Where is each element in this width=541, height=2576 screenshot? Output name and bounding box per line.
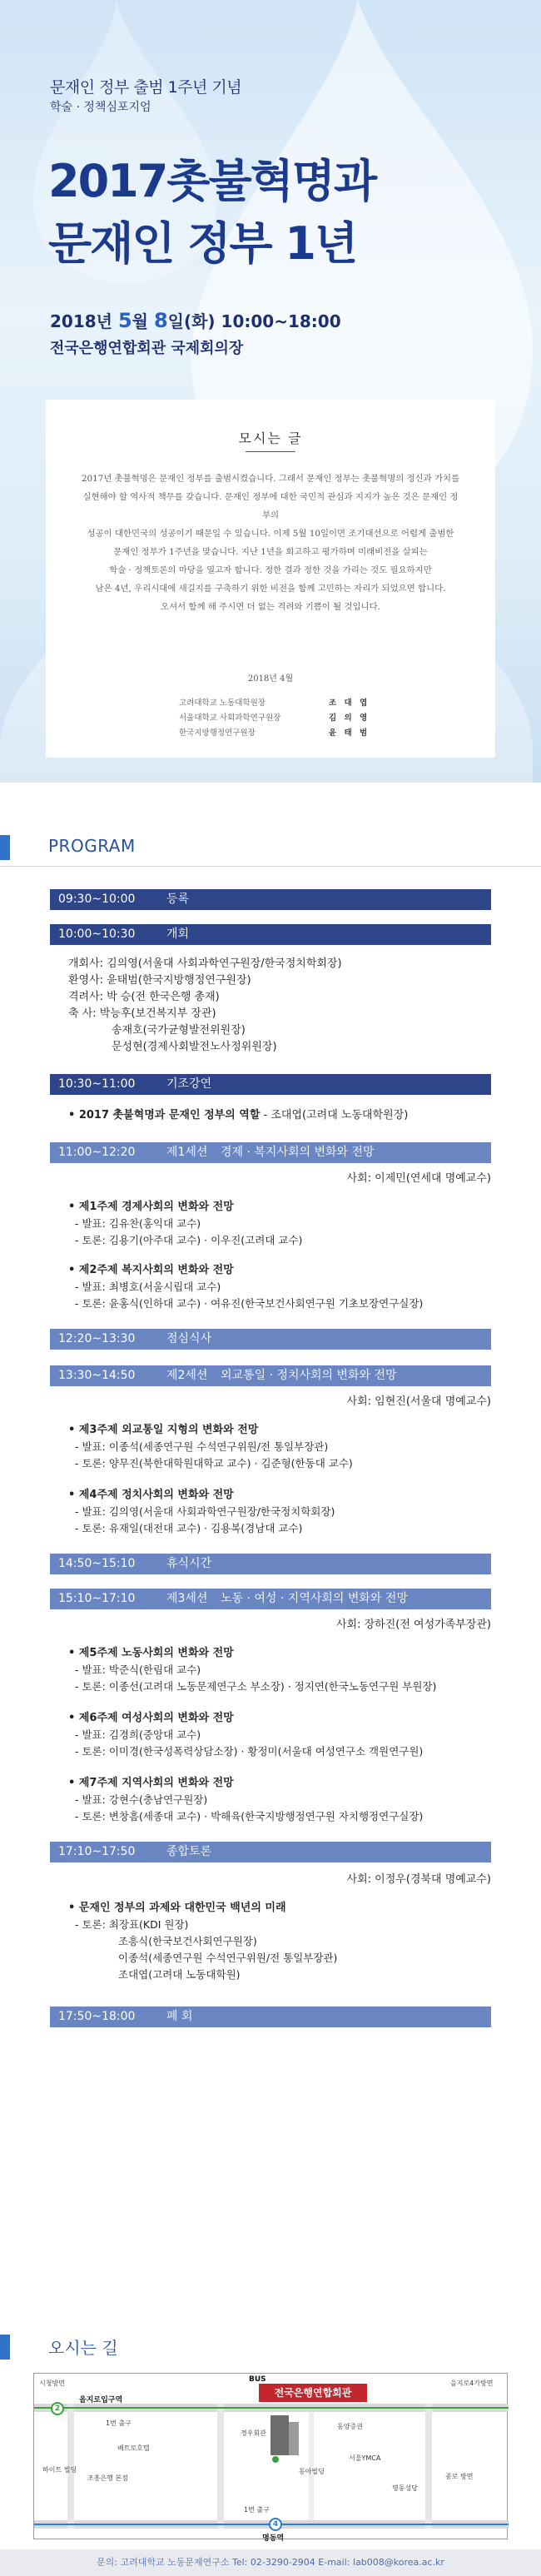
session-header: 12:20~13:30 점심식사 — [50, 1329, 491, 1350]
opening-line: 송재호(국가균형발전위원장) — [112, 1024, 246, 1037]
topic-line: - 토론: 김용기(아주대 교수) · 이우진(고려대 교수) — [75, 1234, 303, 1246]
session-chair: 사회: 이제민(연세대 명예교수) — [346, 1172, 491, 1185]
program-heading: PROGRAM — [48, 836, 136, 856]
topic-line: - 토론: 변창흠(세종대 교수) · 박해육(한국지방행정연구원 자치행정연구실장) — [75, 1810, 424, 1823]
opening-line: 문성현(경제사회발전노사정위원장) — [112, 1041, 277, 1053]
invitation-title: 모시는 글 — [238, 430, 303, 446]
session-header: 10:00~10:30 개회 — [50, 924, 491, 945]
map-label: 조흥은행 본점 — [87, 2474, 128, 2482]
signature-row: 한국지방행정연구원장 윤 태 범 — [179, 729, 370, 738]
topic-line: - 발표: 최병호(서울시립대 교수) — [75, 1281, 221, 1293]
map-label: 명동성당 — [392, 2484, 418, 2492]
opening-line: 개회사: 김의영(서울대 사회과학연구원장/한국정치학회장) — [68, 957, 342, 970]
session-chair: 사회: 장하진(전 여성가족부장관) — [335, 1619, 491, 1631]
topic-title: • 제7주제 지역사회의 변화와 전망 — [68, 1777, 234, 1789]
final-line: 조흥식(한국보건사회연구원장) — [118, 1935, 257, 1947]
divider — [0, 866, 541, 867]
session-chair: 사회: 이정우(경북대 명예교수) — [346, 1873, 491, 1886]
topic-line: - 토론: 이종선(고려대 노동문제연구소 부소장) · 정지연(한국노동연구원 부원장) — [75, 1680, 437, 1693]
session-header: 17:10~17:50 종합토론 — [50, 1842, 491, 1862]
session-header: 15:10~17:10 제3세션 노동 · 여성 · 지역사회의 변화와 전망 — [50, 1589, 491, 1609]
program-accent-bar — [0, 835, 10, 860]
topic-line: - 발표: 김경희(중앙대 교수) — [75, 1728, 201, 1741]
map-label: 서울YMCA — [349, 2454, 381, 2462]
session-chair: 사회: 임현진(서울대 명예교수) — [346, 1395, 491, 1408]
map-label: 배트로호텔 — [117, 2444, 150, 2452]
session-header: 13:30~14:50 제2세션 외교통일 · 정치사회의 변화와 전망 — [50, 1365, 491, 1386]
map-label: 을지로입구역 — [79, 2396, 123, 2404]
topic-line: - 발표: 김의영(서울대 사회과학연구원장/한국정치학회장) — [75, 1505, 335, 1518]
map-label: 동양증권 — [337, 2423, 363, 2430]
invitation-body: 2017년 촛불혁명은 문재인 정부를 출범시켰습니다. 그래서 문재인 정부는 촛불혁명의 정신과 가치를 실현해야 할 역사적 책무를 갖습니다. 문재인 정부에 대한 국민적 관심과 지지가 높은 것은 문재인 정부의 성공이 대한민국의 성공이기 때문일 수 있습니다. 이제 5월 10일이면 조기대선으로 어렵게 출범한 문재인 정부가 1주년을 맞습니다. 지난 1년을 회고하고 평가하며 미래비전을 살피는 학술 · 정책토론의 마당을 열고자 합니다. 정한 결과 정한 것을 가리는 것도 필요하지만 남은 4년, 우리시대에 새길지를 구축하기 위한 비전을 함께 고민하는 자리가 되었으면 합니다. 오셔서 함께 해 주시면 더 없는 격려와 기쁨이 될 것입니다. — [81, 474, 460, 612]
topic-line: - 토론: 이미경(한국성폭력상담소장) · 황정미(서울대 여성연구소 객원연구원) — [75, 1745, 424, 1758]
hero-title-1: 2017촛불혁명과 — [48, 155, 376, 207]
event-venue: 전국은행연합회관 국제회의장 — [50, 340, 244, 357]
map-label: 을지로4가방면 — [450, 2380, 494, 2387]
hero-subtitle-1: 문재인 정부 출범 1주년 기념 — [50, 78, 242, 97]
topic-line: - 발표: 이종석(세종연구원 수석연구위원/전 통일부장관) — [75, 1440, 329, 1453]
opening-line: 격려사: 박 승(전 한국은행 총재) — [68, 991, 220, 1003]
session-header: 11:00~12:20 제1세션 경제 · 복지사회의 변화와 전망 — [50, 1142, 491, 1163]
invitation-card — [46, 400, 495, 758]
event-date: 2018년 5월 8일(화) 10:00~18:00 — [50, 309, 341, 332]
session-header: 09:30~10:00 등록 — [50, 889, 491, 910]
keynote: • 2017 촛불혁명과 문재인 정부의 역할 - 조대엽(고려대 노동대학원장) — [68, 1109, 409, 1121]
signature-row: 고려대학교 노동대학원장 조 대 엽 — [179, 699, 370, 708]
topic-title: • 제4주제 정치사회의 변화와 전망 — [68, 1489, 234, 1501]
final-line: - 토론: 최장표(KDI 원장) — [75, 1918, 189, 1931]
topic-title: • 제2주제 복지사회의 변화와 전망 — [68, 1264, 234, 1276]
final-discussion-title: • 문재인 정부의 과제와 대한민국 백년의 미래 — [68, 1902, 286, 1914]
hero-section — [0, 0, 541, 783]
map-label: 명동역 — [262, 2534, 285, 2543]
hero-title-2: 문재인 정부 1년 — [48, 217, 357, 270]
map-label: 시청방면 — [39, 2380, 65, 2387]
topic-line: - 발표: 김유찬(홍익대 교수) — [75, 1217, 201, 1230]
topic-line: - 토론: 유재일(대전대 교수) · 김용복(경남대 교수) — [75, 1522, 303, 1534]
final-line: 조대엽(고려대 노동대학원) — [118, 1968, 241, 1981]
topic-title: • 제1주제 경제사회의 변화와 전망 — [68, 1201, 234, 1213]
location-map — [33, 2373, 508, 2543]
map-label: 경우회관 — [241, 2429, 266, 2437]
invitation-date: 2018년 4월 — [247, 674, 294, 684]
opening-line: 축 사: 박능후(보건복지부 장관) — [68, 1007, 216, 1020]
topic-line: - 발표: 강현수(충남연구원장) — [75, 1793, 208, 1806]
building-label: 전국은행연합회관 — [259, 2384, 367, 2402]
session-header: 17:50~18:00 폐 회 — [50, 2007, 491, 2027]
map-label: 하이트 빌딩 — [42, 2466, 77, 2474]
map-label: 1번 출구 — [106, 2419, 132, 2427]
subway-line-4-icon: 4 — [269, 2518, 282, 2531]
contact-footer: 문의: 고려대학교 노동문제연구소 Tel: 02-3290-2904 E-mail: lab008@korea.ac.kr — [0, 2549, 541, 2576]
topic-title: • 제5주제 노동사회의 변화와 전망 — [68, 1647, 234, 1659]
session-header: 14:50~15:10 휴식시간 — [50, 1554, 491, 1574]
topic-title: • 제3주제 외교통일 지형의 변화와 전망 — [68, 1424, 259, 1436]
topic-line: - 토론: 양무진(북한대학원대학교 교수) · 김준형(한동대 교수) — [75, 1457, 353, 1470]
map-label: BUS — [249, 2375, 266, 2384]
opening-line: 환영사: 윤태범(한국지방행정연구원장) — [68, 974, 251, 987]
final-line: 이종석(세종연구원 수석연구위원/전 통일부장관) — [118, 1952, 338, 1964]
directions-heading: 오시는 길 — [48, 2338, 118, 2358]
hero-subtitle-2: 학술 · 정책심포지엄 — [50, 101, 151, 114]
session-header: 10:30~11:00 기조강연 — [50, 1074, 491, 1095]
topic-line: - 토론: 윤홍식(인하대 교수) · 여유진(한국보건사회연구원 기초보장연구실장) — [75, 1297, 424, 1310]
map-label: 동아빌딩 — [299, 2468, 325, 2475]
map-label: 1번 출구 — [244, 2506, 270, 2514]
map-label: 종로 방면 — [445, 2473, 474, 2480]
signature-row: 서울대학교 사회과학연구원장 김 의 영 — [179, 714, 370, 723]
topic-title: • 제6주제 여성사회의 변화와 전망 — [68, 1712, 234, 1724]
directions-accent-bar — [0, 2335, 10, 2360]
subway-line-2-icon: 2 — [51, 2402, 64, 2415]
divider — [246, 451, 295, 452]
topic-line: - 발표: 박준식(한림대 교수) — [75, 1663, 201, 1676]
